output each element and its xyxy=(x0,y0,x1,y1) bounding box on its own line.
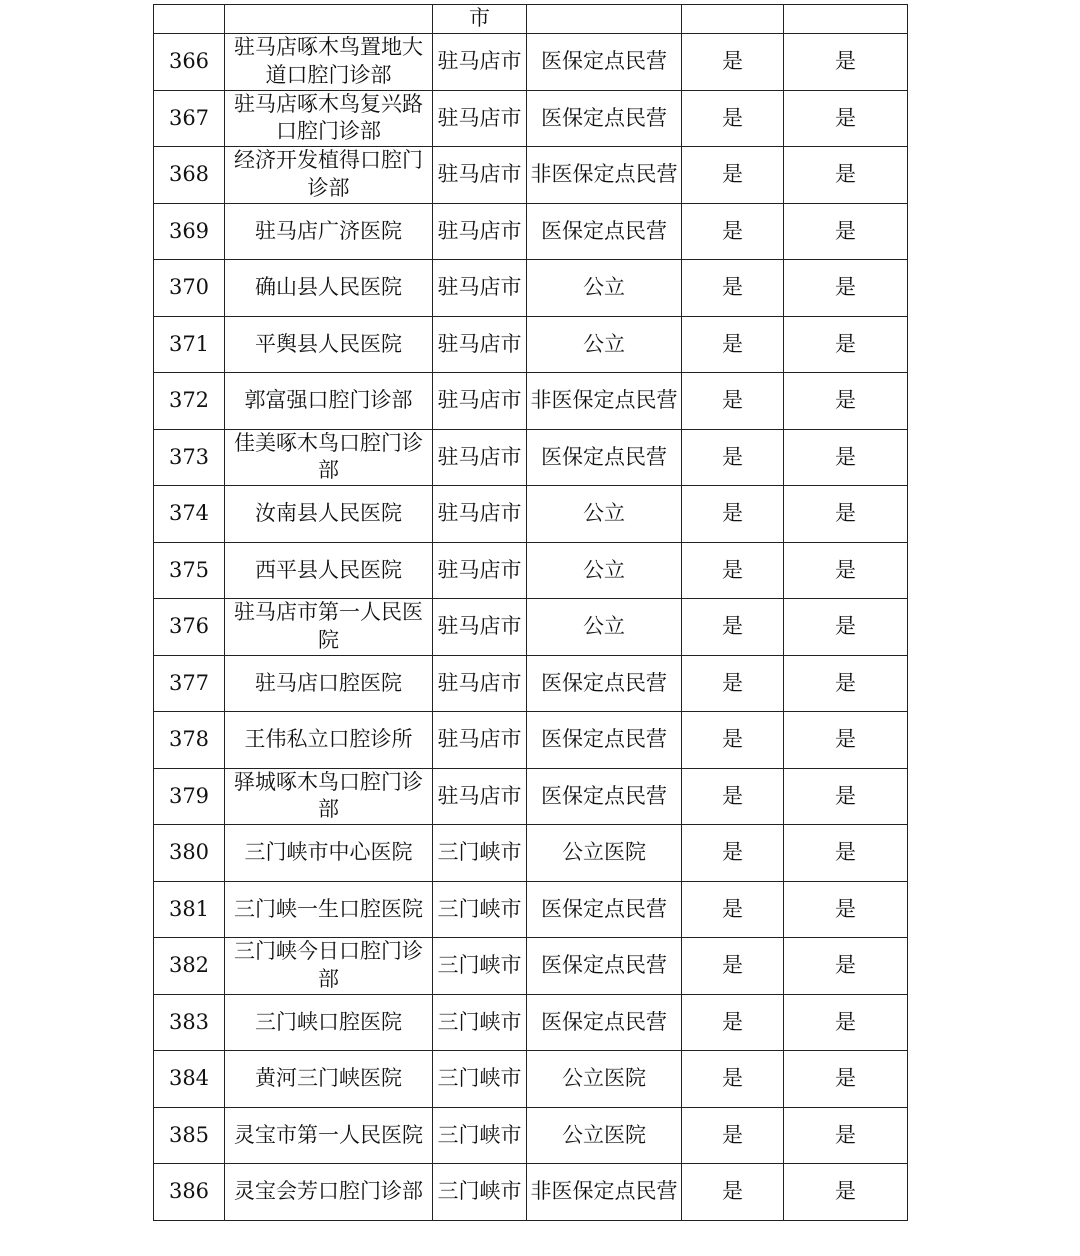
table-row xyxy=(154,316,908,373)
cell-flag2: 是 xyxy=(784,542,908,599)
cell-name: 经济开发植得口腔门诊部 xyxy=(225,147,433,204)
cell-flag1: 是 xyxy=(682,994,784,1051)
table-row xyxy=(154,1164,908,1221)
cell-name: 驻马店啄木鸟复兴路口腔门诊部 xyxy=(225,90,433,147)
cell-flag2: 是 xyxy=(784,147,908,204)
cell-no: 375 xyxy=(154,542,225,599)
cell-flag1: 是 xyxy=(682,260,784,317)
table-row xyxy=(154,542,908,599)
cell-name: 灵宝会芳口腔门诊部 xyxy=(225,1164,433,1221)
cell-city: 三门峡市 xyxy=(433,1051,527,1108)
table-row xyxy=(154,768,908,825)
cell-name: 驻马店啄木鸟置地大道口腔门诊部 xyxy=(225,34,433,91)
cell-name: 三门峡一生口腔医院 xyxy=(225,881,433,938)
cell-flag2: 是 xyxy=(784,994,908,1051)
cell-type: 医保定点民营 xyxy=(527,429,682,486)
cell-flag1: 是 xyxy=(682,486,784,543)
cell-flag2: 是 xyxy=(784,825,908,882)
cell-name: 确山县人民医院 xyxy=(225,260,433,317)
table-row xyxy=(154,90,908,147)
cell-flag2: 是 xyxy=(784,599,908,656)
cell-city xyxy=(433,5,527,34)
cell-city: 驻马店市 xyxy=(433,34,527,91)
cell-city: 驻马店市 xyxy=(433,429,527,486)
cell-no: 383 xyxy=(154,994,225,1051)
cell-type: 公立医院 xyxy=(527,825,682,882)
cell-city: 三门峡市 xyxy=(433,881,527,938)
cell-name: 汝南县人民医院 xyxy=(225,486,433,543)
cell-type: 医保定点民营 xyxy=(527,90,682,147)
table-row xyxy=(154,147,908,204)
table-row xyxy=(154,938,908,995)
cell-city: 驻马店市 xyxy=(433,203,527,260)
cell-flag1: 是 xyxy=(682,938,784,995)
cell-flag1: 是 xyxy=(682,1051,784,1108)
cell-city: 驻马店市 xyxy=(433,260,527,317)
cell-type: 公立 xyxy=(527,260,682,317)
table-row xyxy=(154,655,908,712)
cell-name: 驻马店市第一人民医院 xyxy=(225,599,433,656)
cell-type: 非医保定点民营 xyxy=(527,147,682,204)
cell-no: 373 xyxy=(154,429,225,486)
cell-name: 灵宝市第一人民医院 xyxy=(225,1107,433,1164)
cell-flag2: 是 xyxy=(784,203,908,260)
cell-city: 三门峡市 xyxy=(433,1164,527,1221)
cell-flag2: 是 xyxy=(784,712,908,769)
cell-flag2: 是 xyxy=(784,938,908,995)
table-row xyxy=(154,260,908,317)
cell-type: 医保定点民营 xyxy=(527,34,682,91)
cell-name: 黄河三门峡医院 xyxy=(225,1051,433,1108)
cell-name: 三门峡今日口腔门诊部 xyxy=(225,938,433,995)
cell-type: 非医保定点民营 xyxy=(527,373,682,430)
cell-city: 驻马店市 xyxy=(433,655,527,712)
cell-no: 370 xyxy=(154,260,225,317)
cell-flag2 xyxy=(784,5,908,34)
cell-type: 公立 xyxy=(527,316,682,373)
cell-no: 381 xyxy=(154,881,225,938)
cell-name: 三门峡市中心医院 xyxy=(225,825,433,882)
table-row xyxy=(154,881,908,938)
cell-name: 平舆县人民医院 xyxy=(225,316,433,373)
cell-flag1: 是 xyxy=(682,599,784,656)
cell-no: 372 xyxy=(154,373,225,430)
cell-flag2: 是 xyxy=(784,429,908,486)
cell-flag1: 是 xyxy=(682,542,784,599)
table-row xyxy=(154,373,908,430)
cell-flag1: 是 xyxy=(682,881,784,938)
cell-flag2: 是 xyxy=(784,34,908,91)
cell-city: 驻马店市 xyxy=(433,712,527,769)
hospital-table xyxy=(153,4,908,1221)
table-row xyxy=(154,203,908,260)
cell-city: 驻马店市 xyxy=(433,542,527,599)
cell-no: 371 xyxy=(154,316,225,373)
table-row xyxy=(154,429,908,486)
table-row xyxy=(154,486,908,543)
cell-no: 366 xyxy=(154,34,225,91)
cell-flag1: 是 xyxy=(682,147,784,204)
cell-type: 医保定点民营 xyxy=(527,712,682,769)
cell-city: 驻马店市 xyxy=(433,90,527,147)
cell-type: 医保定点民营 xyxy=(527,938,682,995)
document-table-container xyxy=(153,4,907,1221)
cell-name: 郭富强口腔门诊部 xyxy=(225,373,433,430)
cell-flag2: 是 xyxy=(784,373,908,430)
cell-city: 三门峡市 xyxy=(433,938,527,995)
cell-type: 公立 xyxy=(527,486,682,543)
cell-no: 379 xyxy=(154,768,225,825)
cell-no: 384 xyxy=(154,1051,225,1108)
cell-type: 公立医院 xyxy=(527,1107,682,1164)
cell-flag2: 是 xyxy=(784,260,908,317)
cell-flag1: 是 xyxy=(682,34,784,91)
cell-flag2: 是 xyxy=(784,1164,908,1221)
table-row-partial xyxy=(154,5,908,34)
cell-city-tail: 市 xyxy=(469,5,490,30)
cell-no: 374 xyxy=(154,486,225,543)
cell-name: 三门峡口腔医院 xyxy=(225,994,433,1051)
cell-flag1: 是 xyxy=(682,373,784,430)
cell-name: 王伟私立口腔诊所 xyxy=(225,712,433,769)
cell-flag1: 是 xyxy=(682,1107,784,1164)
cell-type: 医保定点民营 xyxy=(527,203,682,260)
cell-flag2: 是 xyxy=(784,1051,908,1108)
cell-type: 公立医院 xyxy=(527,1051,682,1108)
cell-flag1: 是 xyxy=(682,429,784,486)
cell-flag2: 是 xyxy=(784,90,908,147)
cell-city: 驻马店市 xyxy=(433,486,527,543)
cell-city: 驻马店市 xyxy=(433,599,527,656)
cell-name: 驿城啄木鸟口腔门诊部 xyxy=(225,768,433,825)
cell-name: 佳美啄木鸟口腔门诊部 xyxy=(225,429,433,486)
table-body xyxy=(154,5,908,1221)
cell-no: 377 xyxy=(154,655,225,712)
cell-type: 公立 xyxy=(527,599,682,656)
cell-no: 382 xyxy=(154,938,225,995)
cell-flag1: 是 xyxy=(682,1164,784,1221)
cell-flag2: 是 xyxy=(784,768,908,825)
cell-name: 驻马店广济医院 xyxy=(225,203,433,260)
table-row xyxy=(154,825,908,882)
cell-no: 376 xyxy=(154,599,225,656)
cell-no: 385 xyxy=(154,1107,225,1164)
cell-city: 驻马店市 xyxy=(433,316,527,373)
table-row xyxy=(154,712,908,769)
cell-type: 非医保定点民营 xyxy=(527,1164,682,1221)
cell-type xyxy=(527,5,682,34)
cell-type: 医保定点民营 xyxy=(527,768,682,825)
cell-flag1: 是 xyxy=(682,655,784,712)
cell-no: 367 xyxy=(154,90,225,147)
cell-flag1: 是 xyxy=(682,90,784,147)
cell-city: 三门峡市 xyxy=(433,1107,527,1164)
cell-city: 驻马店市 xyxy=(433,768,527,825)
cell-name: 西平县人民医院 xyxy=(225,542,433,599)
table-row xyxy=(154,994,908,1051)
cell-name: 驻马店口腔医院 xyxy=(225,655,433,712)
cell-flag2: 是 xyxy=(784,486,908,543)
cell-no: 369 xyxy=(154,203,225,260)
cell-no: 386 xyxy=(154,1164,225,1221)
cell-flag2: 是 xyxy=(784,316,908,373)
cell-flag1: 是 xyxy=(682,712,784,769)
cell-city: 驻马店市 xyxy=(433,147,527,204)
cell-no: 368 xyxy=(154,147,225,204)
cell-city: 三门峡市 xyxy=(433,825,527,882)
cell-flag2: 是 xyxy=(784,881,908,938)
cell-type: 医保定点民营 xyxy=(527,655,682,712)
cell-city: 驻马店市 xyxy=(433,373,527,430)
cell-no xyxy=(154,5,225,34)
cell-flag1: 是 xyxy=(682,768,784,825)
cell-flag2: 是 xyxy=(784,655,908,712)
cell-flag1 xyxy=(682,5,784,34)
cell-name xyxy=(225,5,433,34)
table-row xyxy=(154,1051,908,1108)
table-row xyxy=(154,1107,908,1164)
cell-type: 公立 xyxy=(527,542,682,599)
cell-no: 378 xyxy=(154,712,225,769)
table-row xyxy=(154,34,908,91)
cell-flag2: 是 xyxy=(784,1107,908,1164)
cell-flag1: 是 xyxy=(682,825,784,882)
cell-type: 医保定点民营 xyxy=(527,881,682,938)
cell-flag1: 是 xyxy=(682,203,784,260)
table-row xyxy=(154,599,908,656)
cell-city: 三门峡市 xyxy=(433,994,527,1051)
cell-no: 380 xyxy=(154,825,225,882)
cell-flag1: 是 xyxy=(682,316,784,373)
cell-type: 医保定点民营 xyxy=(527,994,682,1051)
